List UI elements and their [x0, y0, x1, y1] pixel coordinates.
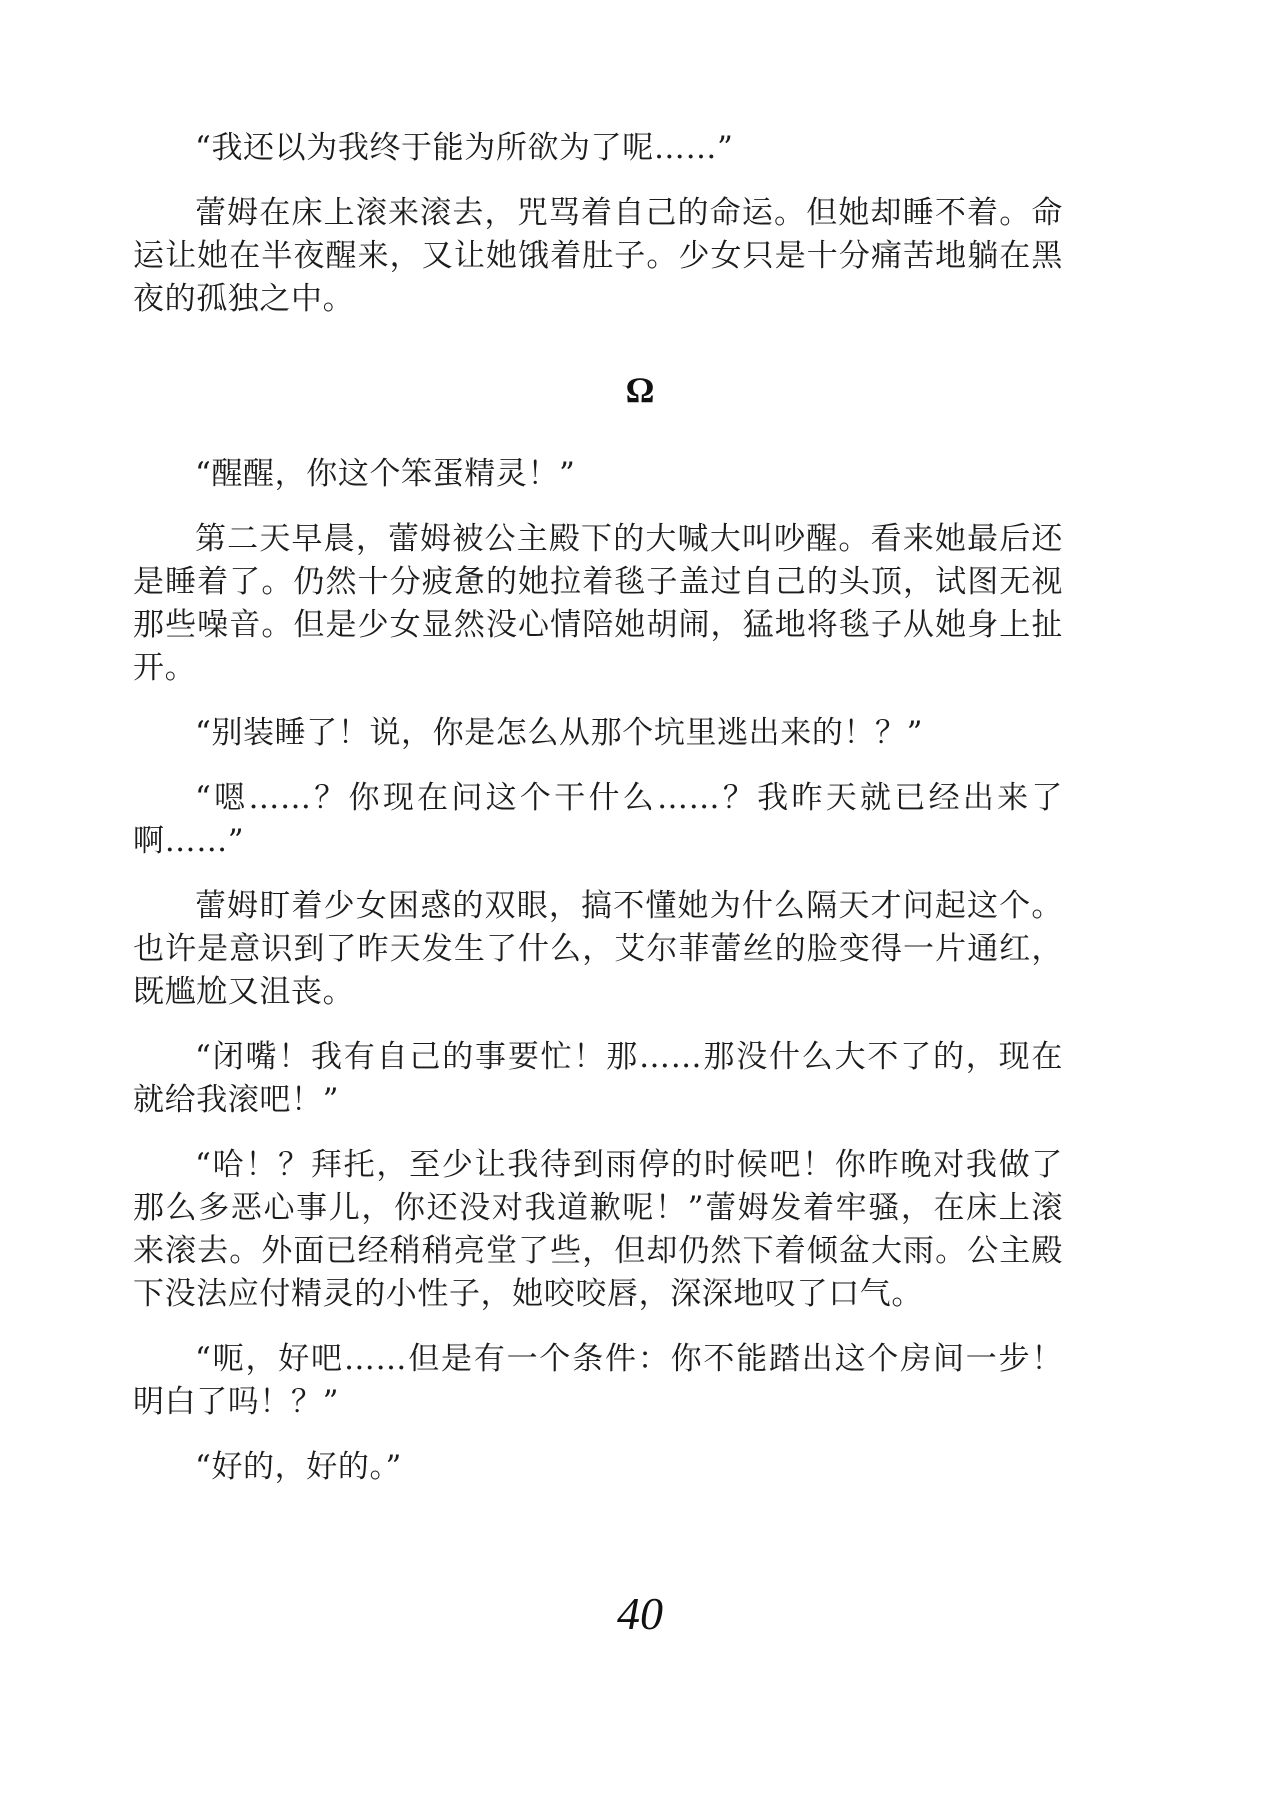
paragraph: 第二天早晨，蕾姆被公主殿下的大喊大叫吵醒。看来她最后还是睡着了。仍然十分疲惫的她拉着毯子盖过自己的头顶，试图无视那些噪音。但是少女显然没心情陪她胡闹，猛地将毯子从她身上扯开。 — [133, 521, 1063, 686]
paragraph: “闭嘴！我有自己的事要忙！那……那没什么大不了的，现在就给我滚吧！” — [133, 1039, 1063, 1118]
page-number: 40 — [617, 1588, 663, 1639]
paragraph: “嗯……？你现在问这个干什么……？我昨天就已经出来了啊……” — [133, 780, 1063, 859]
paragraph: “哈！？拜托，至少让我待到雨停的时候吧！你昨晚对我做了那么多恶心事儿，你还没对我道歉呢！”蕾姆发着牢骚，在床上滚来滚去。外面已经稍稍亮堂了些，但却仍然下着倾盆大雨。公主殿下没法应付精灵的小性子，她咬咬唇，深深地叹了口气。 — [133, 1147, 1063, 1312]
paragraph: “好的，好的。” — [195, 1449, 402, 1485]
paragraph: “呃，好吧……但是有一个条件：你不能踏出这个房间一步！明白了吗！？” — [133, 1341, 1063, 1420]
text-block-before-break — [133, 127, 1063, 343]
section-break-omega: Ω — [625, 370, 655, 410]
text-block-after-break — [133, 453, 1063, 1511]
paragraph: “我还以为我终于能为所欲为了呢……” — [195, 130, 734, 166]
paragraph: “醒醒，你这个笨蛋精灵！” — [195, 456, 576, 492]
paragraph: “别装睡了！说，你是怎么从那个坑里逃出来的！？” — [195, 715, 924, 751]
paragraph: 蕾姆在床上滚来滚去，咒骂着自己的命运。但她却睡不着。命运让她在半夜醒来，又让她饿着肚子。少女只是十分痛苦地躺在黑夜的孤独之中。 — [133, 195, 1063, 317]
paragraph: 蕾姆盯着少女困惑的双眼，搞不懂她为什么隔天才问起这个。也许是意识到了昨天发生了什么，艾尔菲蕾丝的脸变得一片通红，既尴尬又沮丧。 — [133, 888, 1063, 1010]
